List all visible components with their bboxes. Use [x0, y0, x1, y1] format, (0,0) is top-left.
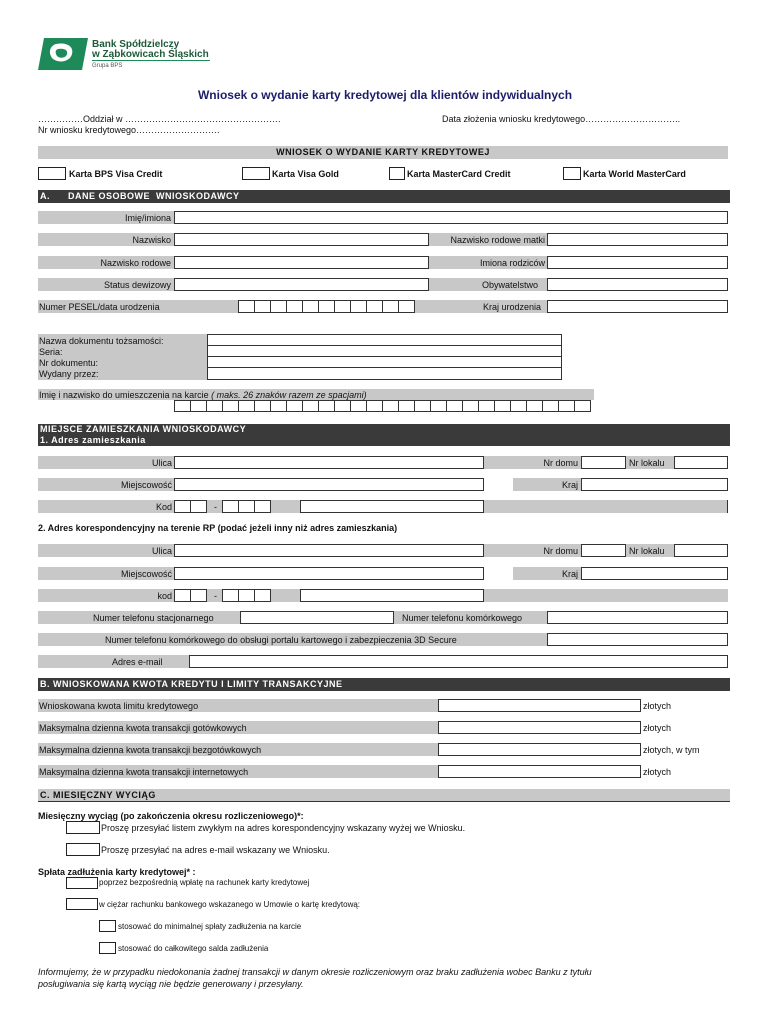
input-tel-stac[interactable] — [240, 611, 394, 624]
repayment-label-minimal: stosować do minimalnej spłaty zadłużenia na karcie — [118, 922, 302, 931]
card-name-cell[interactable] — [478, 400, 495, 412]
input-tel-3d[interactable] — [547, 633, 728, 646]
input-doc-issuer[interactable] — [207, 367, 562, 380]
card-name-cell[interactable] — [318, 400, 335, 412]
card-name-text: Imię i nazwisko do umieszczenia na karcie — [39, 390, 209, 400]
page-title: Wniosek o wydanie karty kredytowej dla klientów indywidualnych — [197, 88, 573, 102]
address-title: MIEJSCE ZAMIESZKANIA WNIOSKODAWCY — [40, 424, 247, 434]
label-miejscowosc-2: Miejscowość — [120, 569, 172, 579]
input-miejscowosc[interactable] — [174, 478, 484, 491]
address-sub1: 1. Adres zamieszkania — [40, 435, 146, 445]
limit-label: Wnioskowana kwota limitu kredytowego — [39, 701, 199, 711]
kod-dash-2: - — [214, 591, 217, 601]
label-nazwisko-rod: Nazwisko rodowe — [100, 258, 171, 268]
label-ulica: Ulica — [151, 458, 172, 468]
bank-logo — [38, 38, 88, 70]
input-nazwisko-rod-matki[interactable] — [547, 233, 728, 246]
input-kraj-2[interactable] — [581, 567, 728, 580]
kod-cell[interactable] — [254, 500, 271, 513]
branch-line: ……………Oddział w ……………………………………………. — [38, 114, 281, 124]
repayment-label-direct: poprzez bezpośrednią wpłatę na rachunek karty kredytowej — [99, 878, 310, 887]
input-nr-domu-2[interactable] — [581, 544, 626, 557]
input-kraj[interactable] — [581, 478, 728, 491]
repayment-option-minimal[interactable] — [99, 920, 116, 932]
card-name-cell[interactable] — [238, 400, 255, 412]
label-doc-series: Seria: — [39, 347, 63, 357]
input-tel-kom[interactable] — [547, 611, 728, 624]
statement-option-letter[interactable] — [66, 821, 100, 834]
limit-input[interactable] — [438, 765, 641, 778]
label-ulica-2: Ulica — [151, 546, 172, 556]
label-pesel: Numer PESEL/data urodzenia — [39, 302, 160, 312]
row-end-line — [727, 500, 728, 513]
limit-input[interactable] — [438, 721, 641, 734]
label-status: Status dewizowy — [103, 280, 171, 290]
bank-name-1: Bank Spółdzielczy — [92, 39, 180, 50]
pesel-cell[interactable] — [366, 300, 383, 313]
input-kraj-urodzenia[interactable] — [547, 300, 728, 313]
card-name-cell[interactable] — [222, 400, 239, 412]
repayment-question: Spłata zadłużenia karty kredytowej* : — [38, 867, 196, 877]
section-b-title: B. WNIOSKOWANA KWOTA KREDYTU I LIMITY TRANSAKCYJNE — [40, 679, 343, 689]
submission-date: Data złożenia wniosku kredytowego………………………….. — [442, 114, 681, 124]
pesel-cell[interactable] — [398, 300, 415, 313]
label-doc-number: Nr dokumentu: — [39, 358, 99, 368]
kod-cell[interactable] — [254, 589, 271, 602]
kod-cell[interactable] — [190, 589, 207, 602]
label-kod-2: kod — [157, 591, 172, 601]
repayment-option-total[interactable] — [99, 942, 116, 954]
card-name-cell[interactable] — [494, 400, 511, 412]
label-nazwisko-rod-matki: Nazwisko rodowe matki — [450, 235, 545, 245]
card-name-cell[interactable] — [190, 400, 207, 412]
kod-cell[interactable] — [238, 500, 255, 513]
label-imie: Imię/imiona — [124, 213, 171, 223]
limit-input[interactable] — [438, 699, 641, 712]
label-email: Adres e-mail — [112, 657, 163, 667]
card-name-cell[interactable] — [206, 400, 223, 412]
card-name-note: ( maks. 26 znaków razem ze spacjami) — [211, 390, 367, 400]
card-option-visa-gold[interactable] — [242, 167, 270, 180]
section-c-header — [38, 789, 730, 802]
kod-cell[interactable] — [222, 589, 239, 602]
pesel-cell[interactable] — [254, 300, 271, 313]
address-sub2: 2. Adres korespondencyjny na terenie RP (podać jeżeli inny niż adres zamieszkania) — [38, 523, 398, 533]
label-tel-3d: Numer telefonu komórkowego do obsługi portalu kartowego i zabezpieczenia 3D Secure — [105, 635, 457, 645]
input-nr-lokalu-2[interactable] — [674, 544, 728, 557]
application-number: Nr wniosku kredytowego………………………. — [38, 125, 220, 135]
form-header-text: WNIOSEK O WYDANIE KARTY KREDYTOWEJ — [276, 147, 490, 157]
card-name-cell[interactable] — [446, 400, 463, 412]
kod-cell[interactable] — [174, 589, 191, 602]
input-nazwisko-rod[interactable] — [174, 256, 429, 269]
statement-option-email[interactable] — [66, 843, 100, 856]
kod-cell[interactable] — [222, 500, 239, 513]
info-note-1: Informujemy, że w przypadku niedokonania żadnej transakcji w danym okresie rozliczeniowym oraz braku zadłużenia wobec Banku z tytułu — [38, 967, 592, 977]
input-poczta[interactable] — [300, 500, 484, 513]
section-a-header — [38, 190, 730, 203]
kod-dash: - — [214, 502, 217, 512]
card-name-cell[interactable] — [430, 400, 447, 412]
card-name-cell[interactable] — [302, 400, 319, 412]
label-tel-stac: Numer telefonu stacjonarnego — [93, 613, 214, 623]
card-option-bps-visa[interactable] — [38, 167, 66, 180]
input-obywatelstwo[interactable] — [547, 278, 728, 291]
input-status[interactable] — [174, 278, 429, 291]
card-label-world-mastercard: Karta World MasterCard — [583, 169, 686, 179]
label-kod: Kod — [155, 502, 172, 512]
card-label-visa-gold: Karta Visa Gold — [272, 169, 339, 179]
logo-divider — [92, 60, 210, 61]
card-name-cell[interactable] — [462, 400, 479, 412]
label-imiona-rodzicow: Imiona rodziców — [479, 258, 545, 268]
label-nr-lokalu-2: Nr lokalu — [629, 546, 665, 556]
input-ulica[interactable] — [174, 456, 484, 469]
card-name-cell[interactable] — [366, 400, 383, 412]
card-name-cell[interactable] — [382, 400, 399, 412]
limit-label: Maksymalna dzienna kwota transakcji gotówkowych — [39, 723, 247, 733]
card-option-world-mastercard[interactable] — [563, 167, 581, 180]
repayment-label-total: stosować do całkowitego salda zadłużenia — [118, 944, 269, 953]
label-nazwisko: Nazwisko — [132, 235, 171, 245]
input-ulica-2[interactable] — [174, 544, 484, 557]
label-kraj-urodzenia: Kraj urodzenia — [482, 302, 541, 312]
input-poczta-2[interactable] — [300, 589, 484, 602]
limit-unit: złotych — [643, 701, 672, 711]
pesel-cell[interactable] — [286, 300, 303, 313]
card-name-cell[interactable] — [286, 400, 303, 412]
pesel-cell[interactable] — [350, 300, 367, 313]
limit-label: Maksymalna dzienna kwota transakcji bezgotówkowych — [39, 745, 262, 755]
input-nazwisko[interactable] — [174, 233, 429, 246]
card-name-cell[interactable] — [174, 400, 191, 412]
label-nr-lokalu: Nr lokalu — [629, 458, 665, 468]
label-doc-name: Nazwa dokumentu tożsamości: — [39, 336, 164, 346]
section-b-header — [38, 678, 730, 691]
card-name-cell[interactable] — [542, 400, 559, 412]
limit-unit: złotych, w tym — [643, 745, 700, 755]
label-kraj: Kraj — [561, 480, 578, 490]
label-doc-issuer: Wydany przez: — [39, 369, 99, 379]
address-header — [38, 424, 730, 446]
card-option-mastercard[interactable] — [389, 167, 405, 180]
limit-input[interactable] — [438, 743, 641, 756]
pesel-cell[interactable] — [270, 300, 287, 313]
card-name-cell[interactable] — [558, 400, 575, 412]
card-name-cell[interactable] — [350, 400, 367, 412]
card-name-cell[interactable] — [510, 400, 527, 412]
statement-question: Miesięczny wyciąg (po zakończenia okresu rozliczeniowego)*: — [38, 811, 304, 821]
statement-label-letter: Proszę przesyłać listem zwykłym na adres korespondencyjny wskazany wyżej we Wniosku. — [101, 823, 466, 833]
limit-unit: złotych — [643, 723, 672, 733]
input-nr-domu[interactable] — [581, 456, 626, 469]
statement-label-email: Proszę przesyłać na adres e-mail wskazany we Wniosku. — [101, 845, 330, 855]
bank-logo-icon — [38, 38, 88, 70]
input-imiona-rodzicow[interactable] — [547, 256, 728, 269]
card-label-mastercard: Karta MasterCard Credit — [407, 169, 511, 179]
pesel-cell[interactable] — [334, 300, 351, 313]
repayment-option-direct[interactable] — [66, 877, 98, 889]
limit-unit: złotych — [643, 767, 672, 777]
kod-cell[interactable] — [190, 500, 207, 513]
card-label-bps-visa: Karta BPS Visa Credit — [69, 169, 163, 179]
info-note-2: posługiwania się kartą wyciąg nie będzie generowany i przesyłany. — [38, 979, 304, 989]
card-name-cell[interactable] — [270, 400, 287, 412]
bank-group: Grupa BPS — [92, 63, 123, 69]
label-tel-kom: Numer telefonu komórkowego — [402, 613, 523, 623]
pesel-cell[interactable] — [238, 300, 255, 313]
label-nr-domu-2: Nr domu — [543, 546, 578, 556]
card-name-cell[interactable] — [526, 400, 543, 412]
pesel-cell[interactable] — [382, 300, 399, 313]
bank-name-2: w Ząbkowicach Śląskich — [92, 49, 209, 60]
input-email[interactable] — [189, 655, 728, 668]
pesel-cell[interactable] — [318, 300, 335, 313]
label-miejscowosc: Miejscowość — [120, 480, 172, 490]
card-name-cell[interactable] — [414, 400, 431, 412]
card-name-cell[interactable] — [334, 400, 351, 412]
card-name-cell[interactable] — [254, 400, 271, 412]
input-miejscowosc-2[interactable] — [174, 567, 484, 580]
repayment-label-account: w ciężar rachunku bankowego wskazanego w Umowie o kartę kredytową: — [99, 900, 361, 909]
kod-cell[interactable] — [174, 500, 191, 513]
label-card-name — [39, 390, 367, 400]
limit-label: Maksymalna dzienna kwota transakcji internetowych — [39, 767, 249, 777]
form-header — [38, 146, 728, 159]
section-a-title: A. DANE OSOBOWE WNIOSKODAWCY — [40, 191, 240, 201]
label-kraj-2: Kraj — [561, 569, 578, 579]
label-obywatelstwo: Obywatelstwo — [481, 280, 538, 290]
card-name-cell[interactable] — [574, 400, 591, 412]
kod-cell[interactable] — [238, 589, 255, 602]
card-name-cell[interactable] — [398, 400, 415, 412]
input-nr-lokalu[interactable] — [674, 456, 728, 469]
input-imie[interactable] — [174, 211, 728, 224]
label-nr-domu: Nr domu — [543, 458, 578, 468]
section-c-title: C. MIESIĘCZNY WYCIĄG — [40, 790, 156, 800]
pesel-cell[interactable] — [302, 300, 319, 313]
repayment-option-account[interactable] — [66, 898, 98, 910]
